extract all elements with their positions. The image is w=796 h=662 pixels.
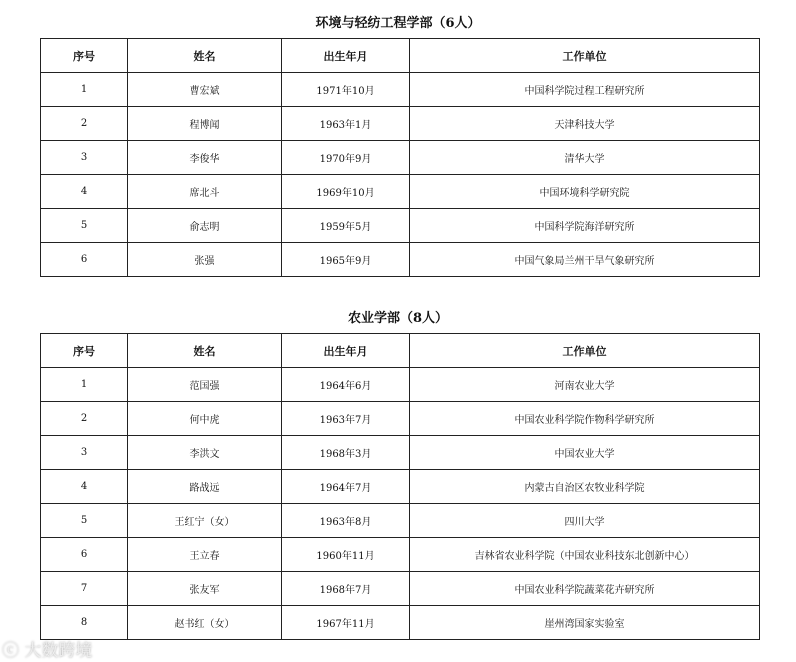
cell-employer: 中国环境科学研究院 [410, 175, 760, 209]
cell-birth: 1964年7月 [282, 470, 410, 504]
table-row [41, 402, 760, 436]
cell-birth: 1970年9月 [282, 141, 410, 175]
cell-name: 赵书红（女） [128, 606, 282, 640]
table-row [41, 538, 760, 572]
cell-birth: 1969年10月 [282, 175, 410, 209]
cell-name: 张强 [128, 243, 282, 277]
cell-employer: 中国农业科学院作物科学研究所 [410, 402, 760, 436]
cell-index: 1 [41, 73, 128, 107]
header-row [41, 39, 760, 73]
cell-index: 5 [41, 209, 128, 243]
cell-index: 1 [41, 368, 128, 402]
table-environment [40, 38, 760, 277]
cell-name: 席北斗 [128, 175, 282, 209]
cell-birth: 1964年6月 [282, 368, 410, 402]
cell-name: 范国强 [128, 368, 282, 402]
section-title-agriculture: 农业学部（8人） [347, 311, 449, 326]
cell-birth: 1968年7月 [282, 572, 410, 606]
cell-employer: 天津科技大学 [410, 107, 760, 141]
cell-name: 俞志明 [128, 209, 282, 243]
cell-employer: 中国科学院过程工程研究所 [410, 73, 760, 107]
cell-index: 5 [41, 504, 128, 538]
cell-employer: 崖州湾国家实验室 [410, 606, 760, 640]
cell-name: 曹宏斌 [128, 73, 282, 107]
cell-employer: 中国科学院海洋研究所 [410, 209, 760, 243]
table-agriculture [40, 333, 760, 640]
table-row [41, 572, 760, 606]
cell-employer: 中国气象局兰州干旱气象研究所 [410, 243, 760, 277]
cell-birth: 1963年7月 [282, 402, 410, 436]
header-employer: 工作单位 [410, 334, 760, 368]
header-birth: 出生年月 [282, 39, 410, 73]
cell-employer: 四川大学 [410, 504, 760, 538]
cell-birth: 1971年10月 [282, 73, 410, 107]
header-row [41, 334, 760, 368]
cell-name: 何中虎 [128, 402, 282, 436]
cell-index: 2 [41, 402, 128, 436]
cell-birth: 1967年11月 [282, 606, 410, 640]
table-row [41, 470, 760, 504]
cell-birth: 1965年9月 [282, 243, 410, 277]
header-index: 序号 [41, 334, 128, 368]
cell-name: 李洪文 [128, 436, 282, 470]
cell-index: 2 [41, 107, 128, 141]
cell-birth: 1959年5月 [282, 209, 410, 243]
table-row [41, 606, 760, 640]
table-row [41, 368, 760, 402]
cell-name: 李俊华 [128, 141, 282, 175]
header-birth: 出生年月 [282, 334, 410, 368]
cell-index: 3 [41, 436, 128, 470]
header-name: 姓名 [128, 334, 282, 368]
cell-name: 王立春 [128, 538, 282, 572]
cell-name: 张友军 [128, 572, 282, 606]
cell-name: 程博闻 [128, 107, 282, 141]
cell-name: 王红宁（女） [128, 504, 282, 538]
header-employer: 工作单位 [410, 39, 760, 73]
cell-index: 4 [41, 175, 128, 209]
cell-index: 4 [41, 470, 128, 504]
cell-index: 7 [41, 572, 128, 606]
cell-index: 8 [41, 606, 128, 640]
table-row [41, 141, 760, 175]
cell-birth: 1963年1月 [282, 107, 410, 141]
table-row [41, 107, 760, 141]
table-row [41, 243, 760, 277]
cell-employer: 中国农业科学院蔬菜花卉研究所 [410, 572, 760, 606]
cell-index: 6 [41, 243, 128, 277]
cell-employer: 内蒙古自治区农牧业科学院 [410, 470, 760, 504]
table-row [41, 175, 760, 209]
table-row [41, 504, 760, 538]
cell-employer: 中国农业大学 [410, 436, 760, 470]
table-row [41, 73, 760, 107]
cell-index: 6 [41, 538, 128, 572]
section-title-environment: 环境与轻纺工程学部（6人） [315, 16, 481, 31]
cell-employer: 吉林省农业科学院（中国农业科技东北创新中心） [410, 538, 760, 572]
cell-index: 3 [41, 141, 128, 175]
cell-birth: 1960年11月 [282, 538, 410, 572]
table-row [41, 209, 760, 243]
table-row [41, 436, 760, 470]
header-index: 序号 [41, 39, 128, 73]
cell-birth: 1963年8月 [282, 504, 410, 538]
cell-name: 路战远 [128, 470, 282, 504]
cell-employer: 河南农业大学 [410, 368, 760, 402]
watermark-logo: ⓒ 大数跨境 [2, 641, 93, 661]
header-name: 姓名 [128, 39, 282, 73]
cell-birth: 1968年3月 [282, 436, 410, 470]
cell-employer: 清华大学 [410, 141, 760, 175]
